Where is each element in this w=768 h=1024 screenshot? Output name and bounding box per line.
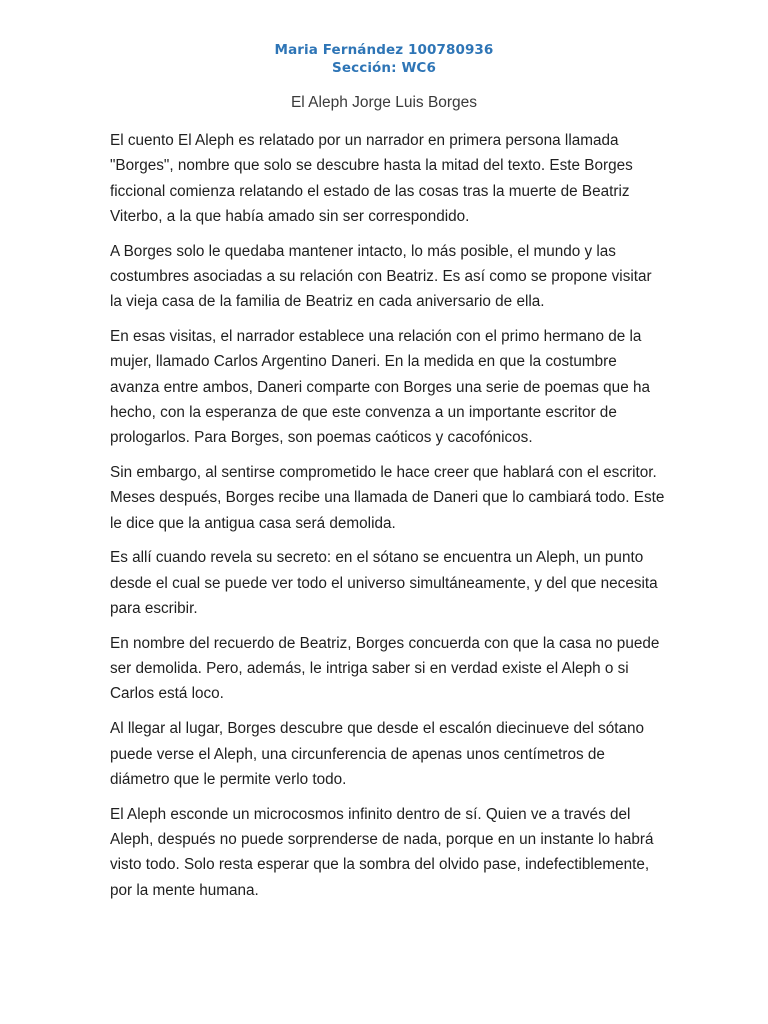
paragraph-8: El Aleph esconde un microcosmos infinito dentro de sí. Quien ve a través del Aleph, después no puede sorprenderse de nada, porque en un instante lo habrá visto todo. Solo resta esperar que la sombra del olvido pase, indefectiblemente, por la mente humana. [110,805,654,899]
document-body [110,128,666,912]
paragraph-1: El cuento El Aleph es relatado por un narrador en primera persona llamada "Borges", nombre que solo se descubre hasta la mitad del texto. Este Borges ficcional comienza relatando el estado de las cosas tras la muerte de Beatriz Viterbo, a la que había amado sin ser correspondido. [110,132,633,225]
document-title: El Aleph Jorge Luis Borges [290,94,478,111]
paragraph-4: Sin embargo, al sentirse comprometido le hace creer que hablará con el escritor. Meses después, Borges recibe una llamada de Daneri que lo cambiará todo. Este le dice que la antigua casa será demolida. [110,464,665,532]
paragraph-7: Al llegar al lugar, Borges descubre que desde el escalón diecinueve del sótano puede verse el Aleph, una circunferencia de apenas unos centímetros de diámetro que le permite verlo todo. [110,720,645,788]
paragraph-3: En esas visitas, el narrador establece una relación con el primo hermano de la mujer, llamado Carlos Argentino Daneri. En la medida en que la costumbre avanza entre ambos, Daneri comparte con Borges una serie de poemas que ha hecho, con la esperanza de que este convenza a un importante escritor de prologarlos. Para Borges, son poemas caóticos y cacofónicos. [110,328,650,447]
paragraph-2: A Borges solo le quedaba mantener intacto, lo más posible, el mundo y las costumbres asociadas a su relación con Beatriz. Es así como se propone visitar la vieja casa de la familia de Beatriz en cada aniversario de ella. [110,242,652,311]
document-header [0,41,768,77]
section-label: Sección: WC6 [332,60,436,76]
paragraph-5: Es allí cuando revela su secreto: en el sótano se encuentra un Aleph, un punto desde el cual se puede ver todo el universo simultáneamente, y del que necesita para escribir. [110,549,658,618]
author-name-id: Maria Fernández 100780936 [274,42,494,58]
paragraph-6: En nombre del recuerdo de Beatriz, Borges concuerda con que la casa no puede ser demolida. Pero, además, le intriga saber si en verdad existe el Aleph o si Carlos está loco. [110,634,660,703]
